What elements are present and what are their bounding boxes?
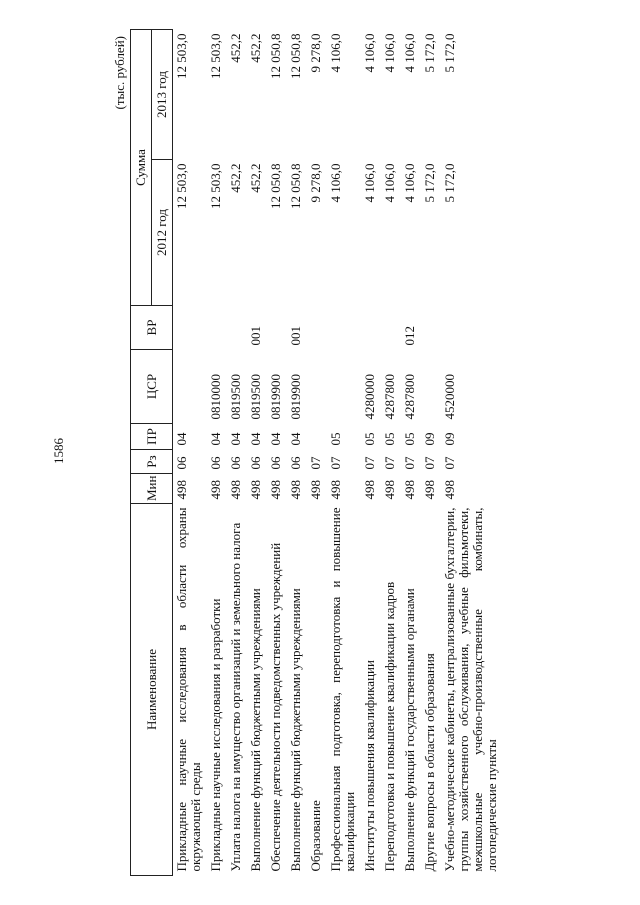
row-vr: 012 xyxy=(402,326,417,346)
row-value-2012: 4 106,0 xyxy=(382,163,397,203)
row-pr: 05 xyxy=(402,432,417,446)
row-csr xyxy=(173,350,208,424)
table-row xyxy=(327,30,361,876)
row-value-2012: 4 106,0 xyxy=(402,163,417,203)
row-value-2012: 9 278,0 xyxy=(308,163,323,203)
row-value-2013: 12 503,0 xyxy=(174,33,189,79)
row-csr: 4287800 xyxy=(402,374,417,420)
row-csr: 0819500 xyxy=(228,374,243,420)
row-min: 498 xyxy=(442,480,457,500)
row-rz: 07 xyxy=(362,456,377,470)
table-body xyxy=(173,30,504,876)
row-value-2012: 4 106,0 xyxy=(328,163,343,203)
table-row xyxy=(401,30,421,876)
row-min: 498 xyxy=(174,480,189,500)
row-rz: 06 xyxy=(248,456,263,470)
row-rz: 07 xyxy=(402,456,417,470)
row-min: 498 xyxy=(402,480,417,500)
row-rz: 07 xyxy=(422,456,437,470)
row-min: 498 xyxy=(422,480,437,500)
row-min: 498 xyxy=(328,480,343,500)
row-vr xyxy=(173,306,208,350)
row-vr: 001 xyxy=(288,326,303,346)
row-rz: 06 xyxy=(208,456,223,470)
row-rz: 06 xyxy=(228,456,243,470)
row-vr xyxy=(327,306,361,350)
row-min: 498 xyxy=(308,480,323,500)
row-rz: 06 xyxy=(288,456,303,470)
row-value-2013: 452,2 xyxy=(228,33,243,63)
row-pr: 04 xyxy=(228,432,243,446)
row-rz: 06 xyxy=(174,456,189,470)
row-min: 498 xyxy=(382,480,397,500)
row-value-2013: 9 278,0 xyxy=(308,33,323,73)
row-value-2013: 4 106,0 xyxy=(362,33,377,73)
row-vr xyxy=(381,306,401,350)
row-value-2013: 12 050,8 xyxy=(288,33,303,79)
row-vr xyxy=(307,306,327,350)
row-min: 498 xyxy=(362,480,377,500)
row-rz: 06 xyxy=(268,456,283,470)
row-pr: 04 xyxy=(288,432,303,446)
header-vr: ВР xyxy=(131,306,173,350)
table-row xyxy=(207,30,227,876)
row-rz: 07 xyxy=(328,456,343,470)
row-name: Выполнение функций бюджетными учреждениями xyxy=(288,588,303,872)
row-vr xyxy=(227,306,247,350)
row-value-2013: 12 050,8 xyxy=(268,33,283,79)
table-row xyxy=(247,30,267,876)
table-row xyxy=(267,30,287,876)
row-value-2013: 5 172,0 xyxy=(442,33,457,73)
row-csr: 4280000 xyxy=(362,374,377,420)
row-pr: 04 xyxy=(248,432,263,446)
row-name: Выполнение функций государственными органами xyxy=(402,588,417,872)
row-name: Образование xyxy=(308,800,323,872)
row-value-2012: 452,2 xyxy=(228,163,243,193)
row-pr: 09 xyxy=(422,432,437,446)
row-name: Другие вопросы в области образования xyxy=(422,653,437,872)
header-min: Мин xyxy=(131,474,173,504)
row-value-2013: 4 106,0 xyxy=(402,33,417,73)
row-name: Выполнение функций бюджетными учреждениями xyxy=(248,588,263,872)
row-pr: 05 xyxy=(362,432,377,446)
row-value-2013: 4 106,0 xyxy=(328,33,343,73)
row-value-2013: 12 503,0 xyxy=(208,33,223,79)
row-csr: 4287800 xyxy=(382,374,397,420)
table-row xyxy=(227,30,247,876)
row-csr: 4520000 xyxy=(442,374,457,420)
row-csr xyxy=(421,350,441,424)
row-name: Переподготовка и повышение квалификации кадров xyxy=(382,581,397,872)
header-2012: 2012 год xyxy=(152,160,173,306)
table-row xyxy=(287,30,307,876)
row-pr: 05 xyxy=(382,432,397,446)
row-csr: 0810000 xyxy=(208,374,223,420)
row-value-2012: 12 050,8 xyxy=(268,163,283,209)
row-value-2013: 452,2 xyxy=(248,33,263,63)
row-value-2012: 12 503,0 xyxy=(174,163,189,209)
row-vr xyxy=(421,306,441,350)
row-value-2012: 452,2 xyxy=(248,163,263,193)
budget-table xyxy=(130,29,503,876)
header-name: Наименование xyxy=(131,504,173,876)
page-number: 1586 xyxy=(51,438,66,464)
row-value-2013: 4 106,0 xyxy=(382,33,397,73)
table-row xyxy=(173,30,208,876)
row-pr: 04 xyxy=(208,432,223,446)
row-pr: 04 xyxy=(174,432,189,446)
row-pr: 04 xyxy=(268,432,283,446)
row-rz: 07 xyxy=(382,456,397,470)
row-csr xyxy=(307,350,327,424)
row-value-2012: 5 172,0 xyxy=(422,163,437,203)
row-value-2012: 12 503,0 xyxy=(208,163,223,209)
row-value-2012: 5 172,0 xyxy=(442,163,457,203)
row-name: Прикладные научные исследования и разработки xyxy=(208,598,223,872)
row-pr: 09 xyxy=(442,432,457,446)
row-value-2012: 4 106,0 xyxy=(362,163,377,203)
table-row xyxy=(441,30,503,876)
row-value-2012: 12 050,8 xyxy=(288,163,303,209)
row-name: Учебно-методические кабинеты, централизованные бухгалтерии, группы хозяйственного обслуживания, учебные фильмотеки, межшкольные учебно-производственные комбинаты, логопедические пункты xyxy=(442,507,499,872)
row-min: 498 xyxy=(248,480,263,500)
header-rz: Рз xyxy=(131,450,173,474)
table-row xyxy=(421,30,441,876)
row-vr xyxy=(207,306,227,350)
row-vr xyxy=(361,306,381,350)
row-csr: 0819900 xyxy=(268,374,283,420)
row-name: Прикладные научные исследования в области охраны окружающей среды xyxy=(174,507,203,872)
row-csr: 0819500 xyxy=(248,374,263,420)
row-value-2013: 5 172,0 xyxy=(422,33,437,73)
table-row xyxy=(361,30,381,876)
table-row xyxy=(381,30,401,876)
row-csr: 0819900 xyxy=(288,374,303,420)
row-name: Обеспечение деятельности подведомственных учреждений xyxy=(268,542,283,872)
row-rz: 07 xyxy=(308,456,323,470)
rotated-page-content xyxy=(112,30,608,876)
row-csr xyxy=(327,350,361,424)
row-min: 498 xyxy=(208,480,223,500)
header-2013: 2013 год xyxy=(152,30,173,160)
unit-note: (тыс. рублей) xyxy=(112,36,127,110)
row-vr xyxy=(441,306,503,350)
header-pr: ПР xyxy=(131,424,173,450)
row-min: 498 xyxy=(268,480,283,500)
header-csr: ЦСР xyxy=(131,350,173,424)
row-rz: 07 xyxy=(442,456,457,470)
row-name: Институты повышения квалификации xyxy=(362,660,377,872)
row-vr xyxy=(267,306,287,350)
row-min: 498 xyxy=(228,480,243,500)
header-sum: Сумма xyxy=(131,30,152,306)
row-name: Профессиональная подготовка, переподготовка и повышение квалификации xyxy=(328,507,357,872)
row-name: Уплата налога на имущество организаций и земельного налога xyxy=(228,522,243,872)
row-vr: 001 xyxy=(248,326,263,346)
table-row xyxy=(307,30,327,876)
row-pr: 05 xyxy=(328,432,343,446)
row-min: 498 xyxy=(288,480,303,500)
row-pr xyxy=(307,424,327,450)
